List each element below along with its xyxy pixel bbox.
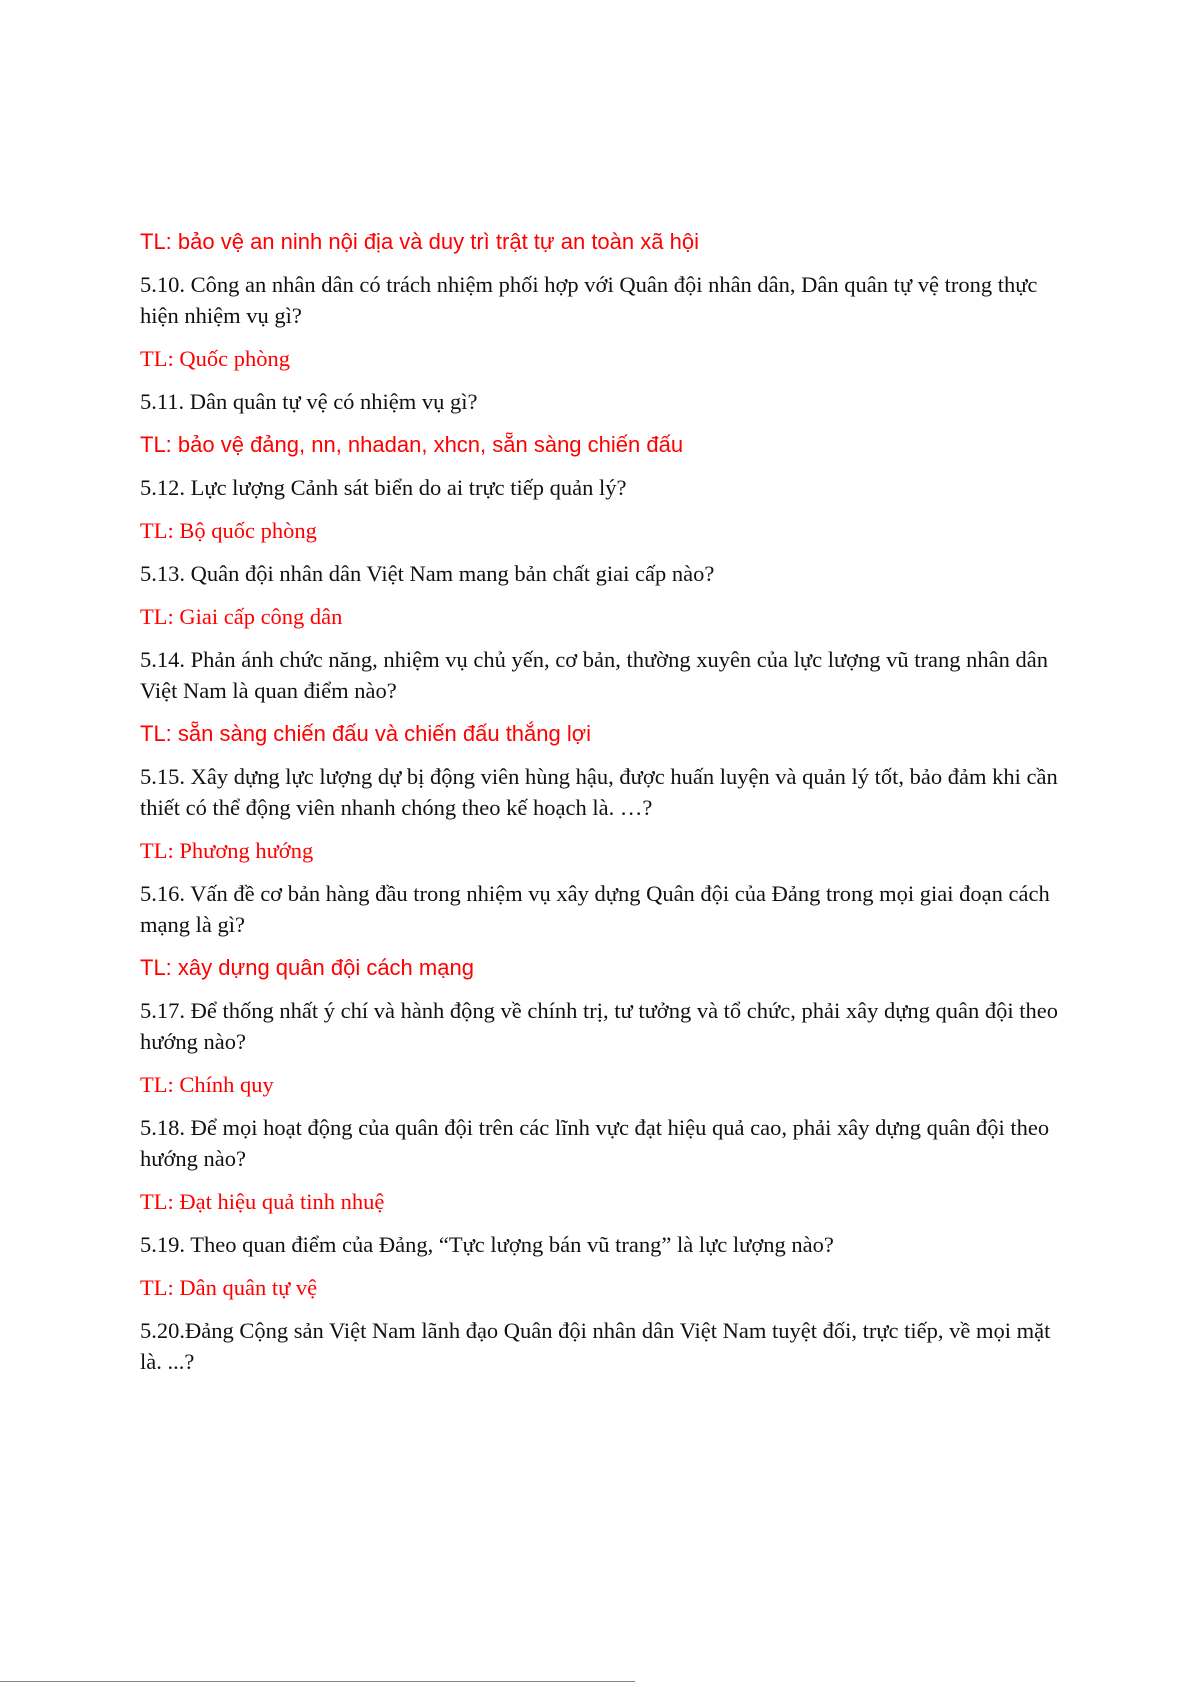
answer-5-17: TL: Chính quy [140, 1072, 274, 1097]
question-5-13: 5.13. Quân đội nhân dân Việt Nam mang bản chất giai cấp nào? [140, 561, 715, 586]
answer-5-9: TL: bảo vệ an ninh nội địa và duy trì trật tự an toàn xã hội [140, 229, 699, 254]
footer-divider [0, 1681, 635, 1682]
question-5-15: 5.15. Xây dựng lực lượng dự bị động viên hùng hậu, được huấn luyện và quản lý tốt, bảo đảm khi cần thiết có thể động viên nhanh chóng theo kế hoạch là. …? [140, 764, 1058, 820]
answer-5-14: TL: sẵn sàng chiến đấu và chiến đấu thắng lợi [140, 721, 592, 746]
answer-5-19: TL: Dân quân tự vệ [140, 1275, 318, 1300]
question-5-10: 5.10. Công an nhân dân có trách nhiệm phối hợp với Quân đội nhân dân, Dân quân tự vệ trong thực hiện nhiệm vụ gì? [140, 272, 1038, 328]
question-5-14: 5.14. Phản ánh chức năng, nhiệm vụ chủ yến, cơ bản, thường xuyên của lực lượng vũ trang nhân dân Việt Nam là quan điểm nào? [140, 647, 1049, 703]
answer-5-13: TL: Giai cấp công dân [140, 604, 343, 629]
answer-5-16: TL: xây dựng quân đội cách mạng [140, 955, 474, 980]
answer-5-11: TL: bảo vệ đảng, nn, nhadan, xhcn, sẵn sàng chiến đấu [140, 432, 684, 457]
question-5-12: 5.12. Lực lượng Cảnh sát biển do ai trực tiếp quản lý? [140, 475, 627, 500]
question-5-16: 5.16. Vấn đề cơ bản hàng đầu trong nhiệm vụ xây dựng Quân đội của Đảng trong mọi giai đoạn cách mạng là gì? [140, 881, 1050, 937]
qa-list [140, 226, 1060, 1389]
answer-5-18: TL: Đạt hiệu quả tinh nhuệ [140, 1189, 385, 1214]
answer-5-15: TL: Phương hướng [140, 838, 314, 863]
answer-5-12: TL: Bộ quốc phòng [140, 518, 317, 543]
answer-5-10: TL: Quốc phòng [140, 346, 290, 371]
question-5-18: 5.18. Để mọi hoạt động của quân đội trên các lĩnh vực đạt hiệu quả cao, phải xây dựng quân đội theo hướng nào? [140, 1115, 1050, 1171]
question-5-19: 5.19. Theo quan điểm của Đảng, “Tực lượng bán vũ trang” là lực lượng nào? [140, 1232, 834, 1257]
question-5-20: 5.20.Đảng Cộng sản Việt Nam lãnh đạo Quân đội nhân dân Việt Nam tuyệt đối, trực tiếp, về mọi mặt là. ...? [140, 1318, 1051, 1374]
question-5-17: 5.17. Để thống nhất ý chí và hành động về chính trị, tư tưởng và tổ chức, phải xây dựng quân đội theo hướng nào? [140, 998, 1058, 1054]
question-5-11: 5.11. Dân quân tự vệ có nhiệm vụ gì? [140, 389, 478, 414]
